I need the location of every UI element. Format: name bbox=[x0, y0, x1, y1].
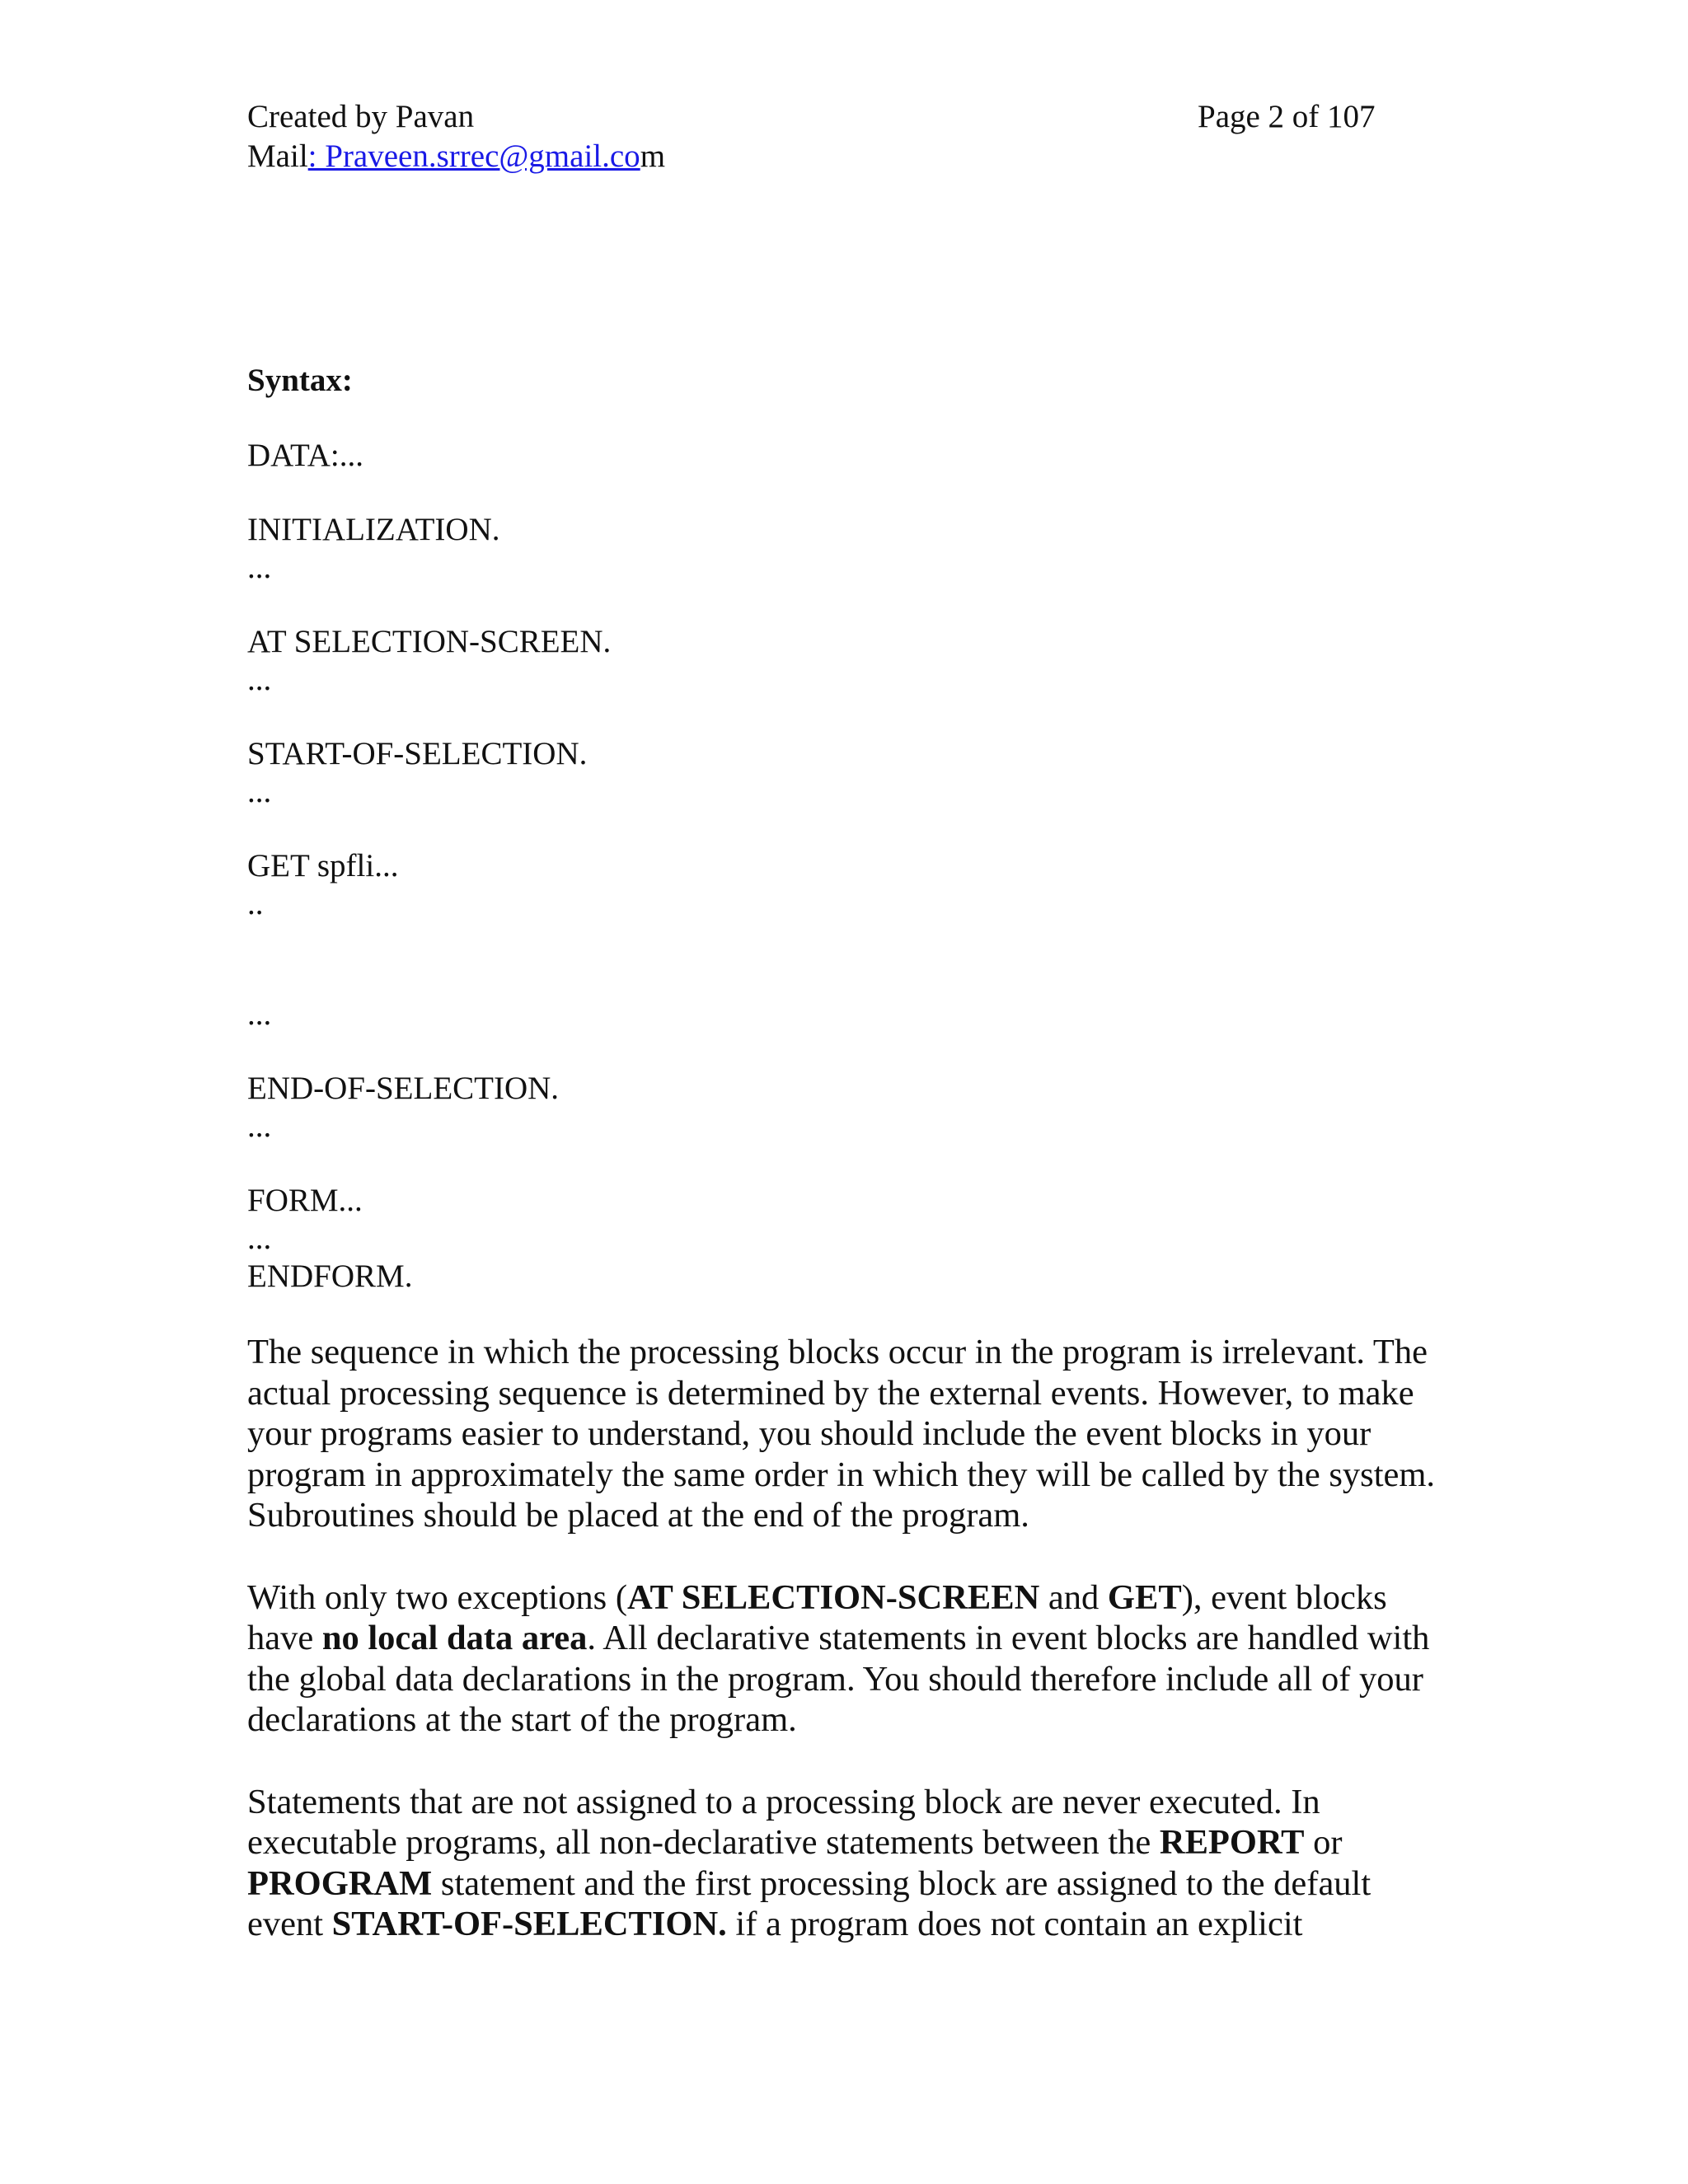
code-start-of-selection bbox=[247, 735, 1442, 811]
code-line: INITIALIZATION. bbox=[247, 512, 500, 547]
code-line: DATA:... bbox=[247, 438, 363, 473]
paragraph-sequence: The sequence in which the processing blocks occur in the program is irrelevant. The actual processing sequence is determined by the external events. However, to make your programs easier to understand, you should include the event blocks in your program in approximately the same order in which they will be called by the system. Subroutines should be placed at the end of the program. bbox=[247, 1333, 1436, 1535]
code-line: ENDFORM. bbox=[247, 1258, 413, 1294]
page-content bbox=[247, 361, 1442, 1986]
code-line: END-OF-SELECTION. bbox=[247, 1071, 560, 1106]
code-line: ... bbox=[247, 1221, 272, 1256]
code-line: GET spfli... bbox=[247, 848, 399, 883]
text-run: With only two exceptions ( bbox=[247, 1577, 627, 1617]
text-run: . All declarative statements in event blocks are handled with the global data declarations in the program. You should therefore include all of your declarations at the start of the program. bbox=[247, 1619, 1430, 1739]
text-run: if a program does not contain an explicit bbox=[726, 1905, 1303, 1943]
text-run: ), event blocks have bbox=[247, 1577, 1387, 1657]
syntax-heading: Syntax: bbox=[247, 363, 353, 398]
code-line: ... bbox=[247, 774, 272, 809]
code-form bbox=[247, 1182, 1442, 1296]
text-run: Statements that are not assigned to a processing block are never executed. In executable programs, all non-declarative statements between the bbox=[247, 1782, 1320, 1862]
bold-run: REPORT bbox=[1159, 1823, 1305, 1862]
mail-suffix: m bbox=[640, 138, 666, 174]
code-line: .. bbox=[247, 886, 264, 921]
code-line: ... bbox=[247, 550, 272, 585]
mail-prefix: Mail bbox=[247, 138, 308, 174]
bold-run: AT SELECTION-SCREEN bbox=[626, 1577, 1040, 1617]
blank-gap bbox=[247, 923, 1442, 996]
code-line: START-OF-SELECTION. bbox=[247, 736, 588, 771]
text-run: or bbox=[1304, 1823, 1343, 1862]
bold-run: no local data area bbox=[321, 1619, 588, 1657]
bold-run: PROGRAM bbox=[247, 1863, 433, 1903]
code-get bbox=[247, 847, 1442, 923]
bold-run: START-OF-SELECTION. bbox=[331, 1905, 727, 1943]
paragraph-statements bbox=[247, 1782, 1442, 1945]
code-line: ... bbox=[247, 662, 272, 697]
code-line: ... bbox=[247, 996, 272, 1032]
page-number: Page 2 of 107 bbox=[1198, 99, 1376, 134]
page-header-left bbox=[247, 97, 665, 176]
paragraph-exceptions bbox=[247, 1577, 1442, 1741]
code-line: ... bbox=[247, 1108, 272, 1144]
bold-run: GET bbox=[1107, 1577, 1182, 1617]
code-ellipsis bbox=[247, 996, 1442, 1033]
email-link[interactable]: : Praveen.srrec@gmail.co bbox=[307, 138, 640, 174]
created-by-line: Created by Pavan bbox=[247, 99, 475, 134]
code-initialization bbox=[247, 511, 1442, 587]
text-run: and bbox=[1039, 1577, 1108, 1617]
code-at-selection-screen bbox=[247, 623, 1442, 699]
text-run: statement and the first processing block are assigned to the default event bbox=[247, 1863, 1372, 1943]
code-data bbox=[247, 437, 1442, 475]
code-end-of-selection bbox=[247, 1070, 1442, 1146]
code-line: FORM... bbox=[247, 1183, 363, 1218]
mail-line bbox=[247, 137, 665, 176]
code-line: AT SELECTION-SCREEN. bbox=[247, 624, 612, 659]
